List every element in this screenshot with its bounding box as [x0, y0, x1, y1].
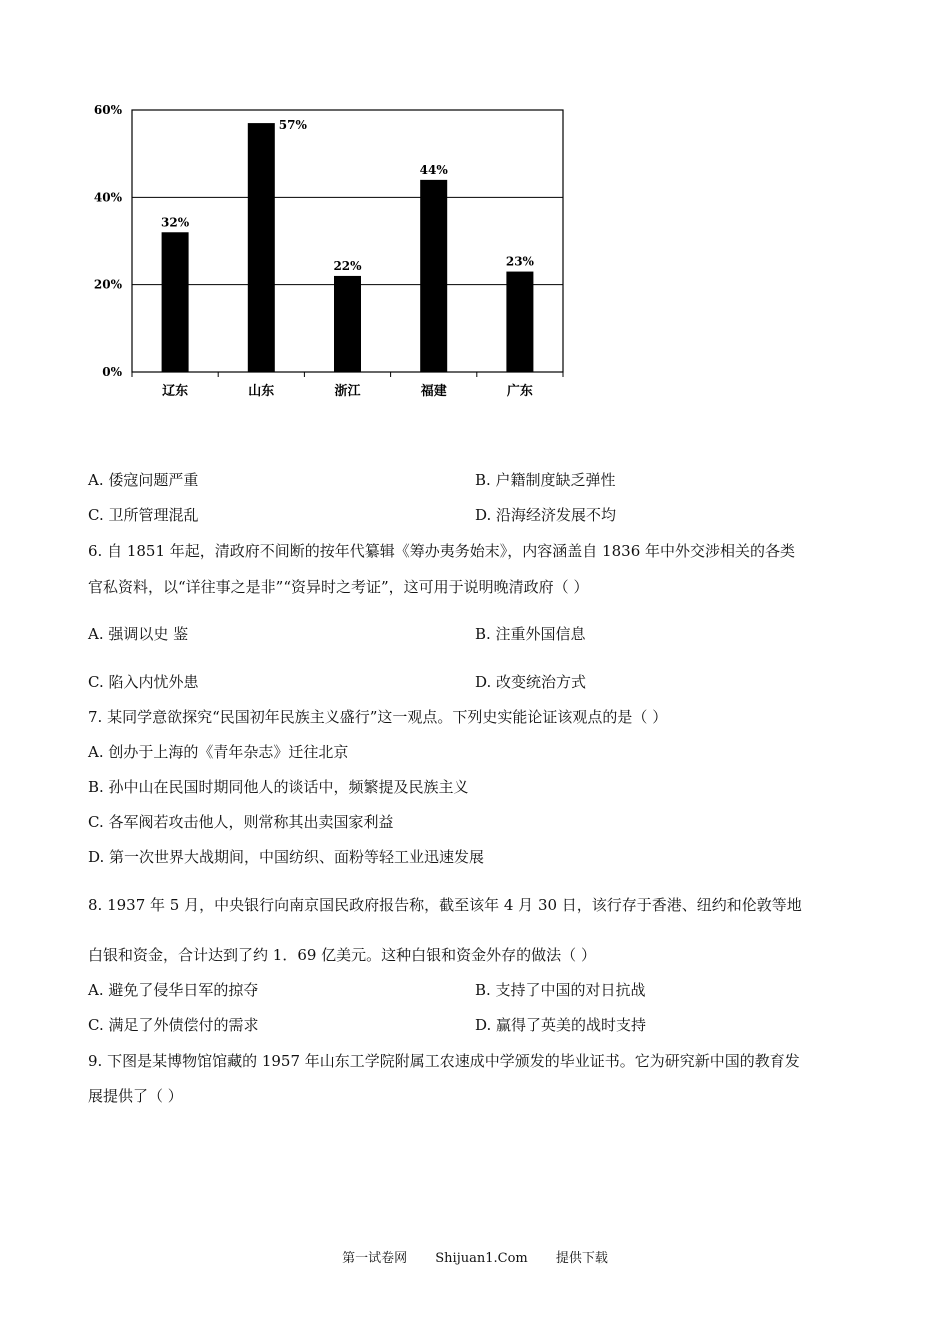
q6-stem-line1: 6. 自 1851 年起，清政府不间断的按年代纂辑《筹办夷务始末》，内容涵盖自 1836 年中外交涉相关的各类 [88, 542, 796, 560]
q8-option-c: C. 满足了外债偿付的需求 [88, 1016, 259, 1034]
q7-option-a: A. 创办于上海的《青年杂志》迁往北京 [88, 743, 349, 761]
x-tick-label: 广东 [506, 384, 533, 399]
x-tick-label: 山东 [248, 384, 275, 399]
x-tick-label: 辽东 [162, 384, 189, 399]
q7-option-b: B. 孙中山在民国时期同他人的谈话中，频繁提及民族主义 [88, 778, 469, 796]
q5-option-b: B. 户籍制度缺乏弹性 [475, 471, 616, 489]
bar [420, 180, 447, 372]
data-label: 32% [161, 215, 190, 230]
footer-download-note: 提供下载 [555, 1251, 608, 1266]
bar-chart [80, 95, 580, 405]
q8-option-d: D. 赢得了英美的战时支持 [475, 1016, 647, 1034]
q5-option-c: C. 卫所管理混乱 [88, 506, 199, 524]
data-label: 57% [278, 118, 307, 133]
y-tick-label: 40% [93, 190, 122, 205]
q8-stem-line2: 白银和资金，合计达到了约 1．69 亿美元。这种白银和资金外存的做法（ ） [88, 946, 596, 964]
q6-option-a: A. 强调以史 鉴 [88, 625, 189, 643]
q8-option-b: B. 支持了中国的对日抗战 [475, 981, 646, 999]
data-label: 23% [505, 254, 534, 269]
q9-stem-line1: 9. 下图是某博物馆馆藏的 1957 年山东工学院附属工农速成中学颁发的毕业证书。它为研究新中国的教育发 [88, 1052, 800, 1070]
q5-option-a: A. 倭寇问题严重 [88, 471, 199, 489]
bar [248, 123, 275, 372]
y-tick-label: 0% [102, 365, 122, 379]
data-label: 44% [419, 162, 448, 177]
q8-option-a: A. 避免了侵华日军的掠夺 [88, 981, 259, 999]
q6-option-d: D. 改变统治方式 [475, 673, 587, 691]
q6-option-b: B. 注重外国信息 [475, 625, 586, 643]
footer-site-url: Shijuan1.Com [435, 1251, 528, 1266]
x-tick-label: 福建 [420, 384, 447, 399]
y-tick-label: 60% [93, 103, 122, 117]
page-footer [0, 1247, 950, 1266]
q8-stem-line1: 8. 1937 年 5 月，中央银行向南京国民政府报告称，截至该年 4 月 30 日，该行存于香港、纽约和伦敦等地 [88, 896, 802, 914]
bar [162, 232, 189, 372]
bar [506, 272, 533, 372]
footer-site-name: 第一试卷网 [342, 1251, 408, 1266]
q7-stem: 7. 某同学意欲探究“民国初年民族主义盛行”这一观点。下列史实能论证该观点的是（ ） [88, 708, 668, 726]
y-tick-label: 20% [93, 277, 122, 292]
q5-option-d: D. 沿海经济发展不均 [475, 506, 617, 524]
bar [334, 276, 361, 372]
q6-option-c: C. 陷入内忧外患 [88, 673, 199, 691]
q9-stem-line2: 展提供了（ ） [88, 1087, 183, 1105]
x-tick-label: 浙江 [334, 384, 361, 399]
q6-stem-line2: 官私资料，以“详往事之是非”“资异时之考证”，这可用于说明晚清政府（ ） [88, 578, 589, 596]
data-label: 22% [333, 258, 362, 273]
q7-option-c: C. 各军阀若攻击他人，则常称其出卖国家利益 [88, 813, 394, 831]
q7-option-d: D. 第一次世界大战期间，中国纺织、面粉等轻工业迅速发展 [88, 848, 485, 866]
